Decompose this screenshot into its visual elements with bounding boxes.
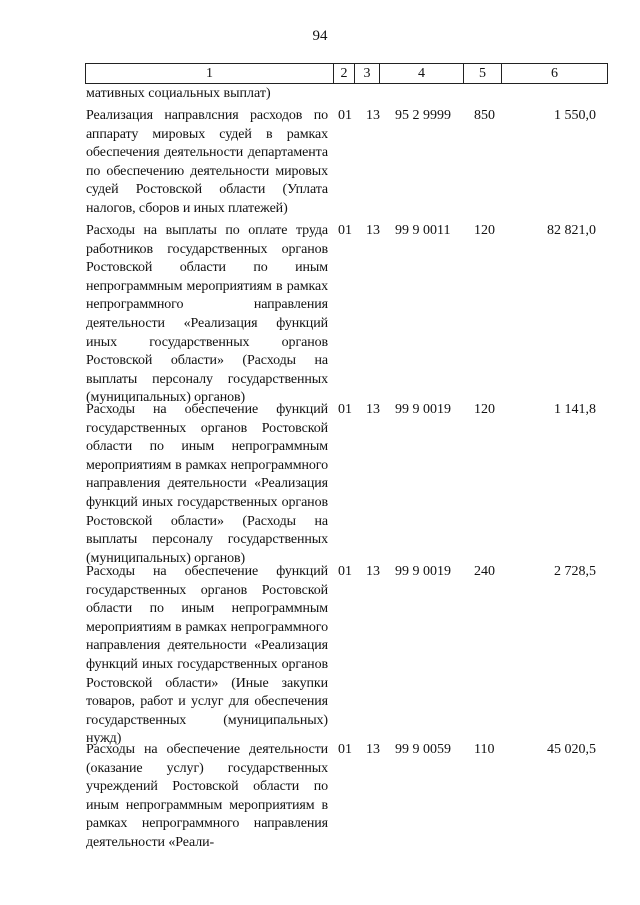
target-article-code: 99 9 0019 [395,402,451,417]
column-number-row [86,64,608,84]
expense-type-code: 850 [474,108,495,123]
expense-type-code: 110 [474,742,495,757]
section-code: 01 [338,402,352,417]
section-code: 01 [338,564,352,579]
subsection-code: 13 [366,223,380,238]
subsection-code: 13 [366,108,380,123]
page-number: 94 [312,28,328,44]
row-description: Расходы на обеспечение функций государственных органов Ростовской области по иным непрограммным мероприятиям в рамках непрограммного направления деятельности «Реализация функций иных государственных органов Ростовской области» (Расходы на выплаты персоналу государственных (муниципальных) органов) [86,402,328,566]
expense-type-code: 120 [474,402,495,417]
column-header-3: 3 [355,64,380,84]
section-code: 01 [338,108,352,123]
section-code: 01 [338,742,352,757]
row-description: Расходы на выплаты по оплате труда работников государственных органов Ростовской области по иным непрограммным мероприятиям в рамках непрограммного направления деятельности «Реализация функций иных государственных органов Ростовской области» (Расходы на выплаты персоналу государственных (муниципальных) органов) [86,223,328,406]
continued-text: мативных социальных выплат) [86,86,271,101]
column-header-4: 4 [380,64,464,84]
row-description: Реализация направлсния расходов по аппарату мировых судей в рамках обеспечения деятельности департамента по обеспечению деятельности мировых судей Ростовской области (Уплата налогов, сборов и иных платежей) [86,108,328,216]
column-header-table [85,63,608,84]
amount: 1 550,0 [554,108,596,123]
section-code: 01 [338,223,352,238]
amount: 82 821,0 [547,223,596,238]
column-header-6: 6 [502,64,608,84]
column-header-1: 1 [86,64,334,84]
column-header-2: 2 [334,64,355,84]
row-description: Расходы на обеспечение деятельности (оказание услуг) государственных учреждений Ростовской области по иным непрограммным мероприятиям в рамках непрограммного направления деятельности «Реали- [86,742,328,850]
expense-type-code: 240 [474,564,495,579]
target-article-code: 99 9 0011 [395,223,451,238]
subsection-code: 13 [366,564,380,579]
column-header-5: 5 [464,64,502,84]
amount: 45 020,5 [547,742,596,757]
subsection-code: 13 [366,742,380,757]
amount: 2 728,5 [554,564,596,579]
row-description: Расходы на обеспечение функций государственных органов Ростовской области по иным непрограммным мероприятиям в рамках непрограммного направления деятельности «Реализация функций иных государственных органов Ростовской области» (Иные закупки товаров, работ и услуг для обеспечения государственных (муниципальных) нужд) [86,564,328,747]
expense-type-code: 120 [474,223,495,238]
target-article-code: 99 9 0059 [395,742,451,757]
amount: 1 141,8 [554,402,596,417]
target-article-code: 99 9 0019 [395,564,451,579]
target-article-code: 95 2 9999 [395,108,451,123]
subsection-code: 13 [366,402,380,417]
